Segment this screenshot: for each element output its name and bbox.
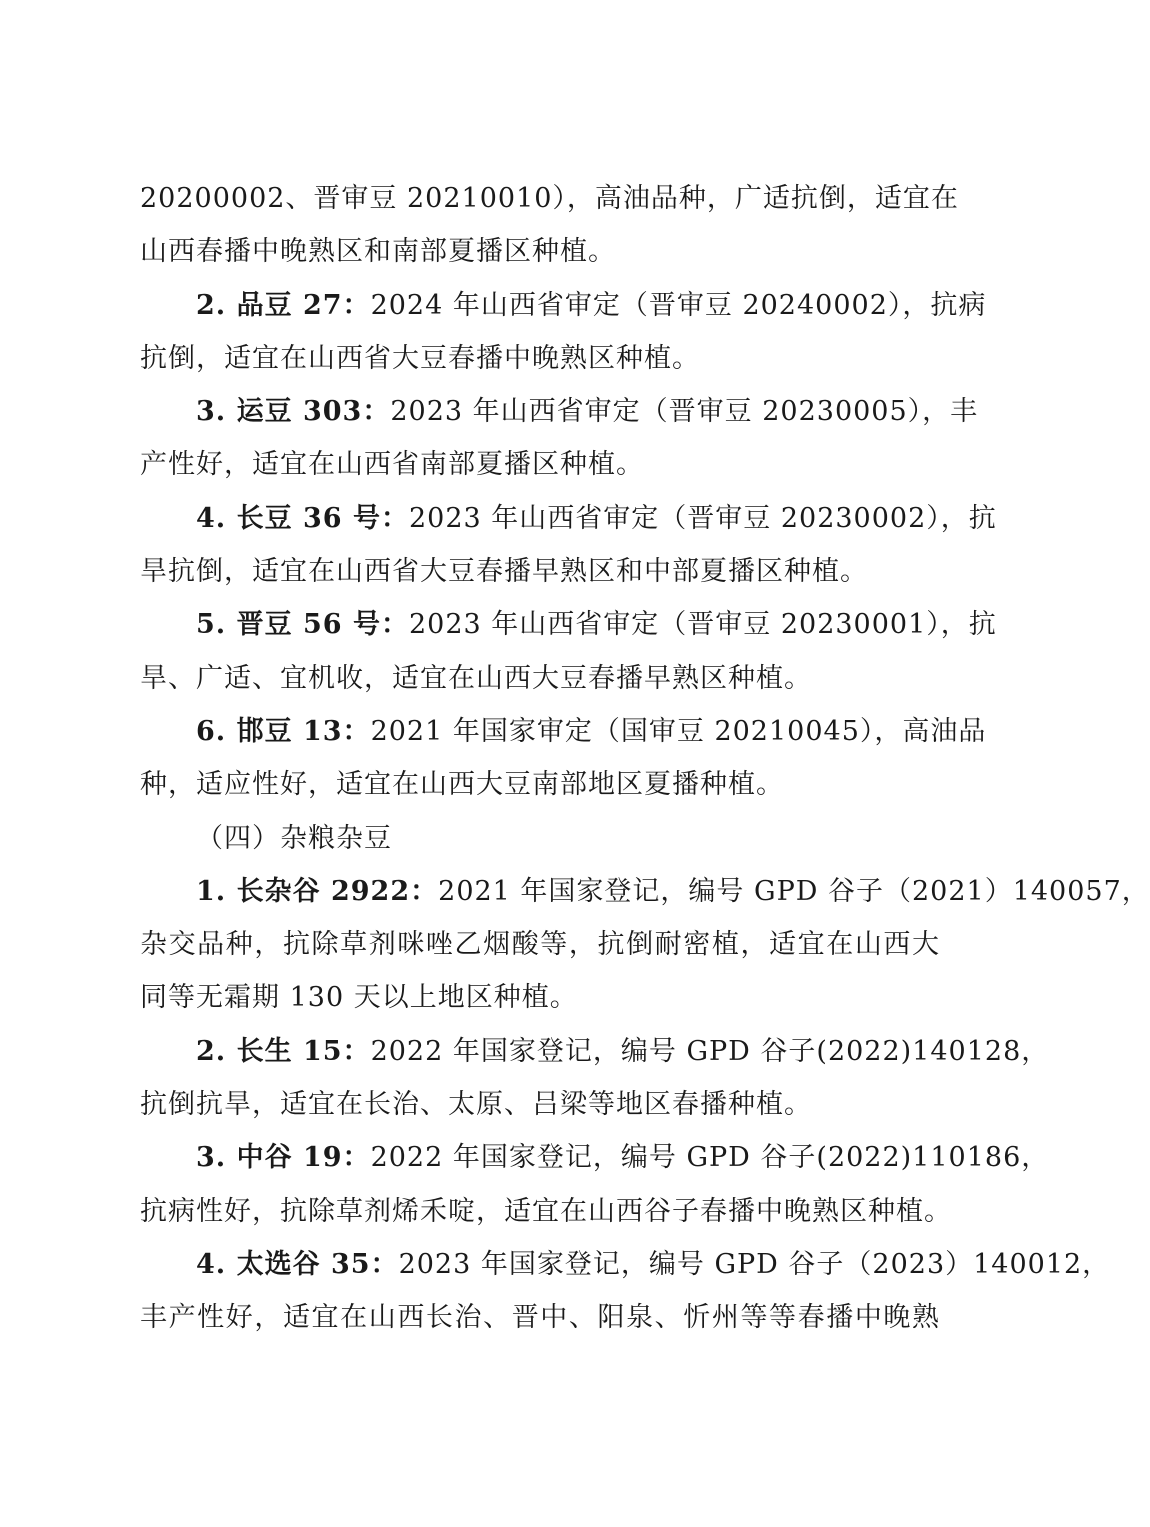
line-text: 2023 年山西省审定（晋审豆 20230005），丰 <box>390 396 979 428</box>
item-heading: 5. 晋豆 56 号： <box>196 609 409 641</box>
line-text: 2021 年国家审定（国审豆 20210045），高油品 <box>370 715 987 747</box>
line-text: 杂交品种，抗除草剂咪唑乙烟酸等，抗倒耐密植，适宜在山西大 <box>140 929 940 961</box>
text-line <box>140 225 940 278</box>
item-heading: 3. 中谷 19： <box>196 1142 371 1174</box>
text-line <box>140 1078 940 1131</box>
text-line <box>140 1291 940 1344</box>
item-heading: 4. 长豆 36 号： <box>196 502 409 534</box>
text-line <box>140 758 940 811</box>
text-line <box>140 1131 1050 1184</box>
line-text: 旱、广适、宜机收，适宜在山西大豆春播早熟区种植。 <box>140 662 812 694</box>
item-heading: 6. 邯豆 13： <box>196 715 371 747</box>
text-line <box>140 1025 1050 1078</box>
line-text: 2022 年国家登记，编号 GPD 谷子(2022)140128， <box>370 1035 1050 1067</box>
text-line <box>140 598 997 651</box>
line-text: 同等无霜期 130 天以上地区种植。 <box>140 982 578 1014</box>
line-text: 2022 年国家登记，编号 GPD 谷子(2022)110186， <box>370 1142 1050 1174</box>
text-line <box>140 545 940 598</box>
line-text: 山西春播中晚熟区和南部夏播区种植。 <box>140 236 616 268</box>
line-text: 种，适应性好，适宜在山西大豆南部地区夏播种植。 <box>140 769 784 801</box>
text-line <box>140 492 997 545</box>
line-text: 抗病性好，抗除草剂烯禾啶，适宜在山西谷子春播中晚熟区种植。 <box>140 1195 952 1227</box>
line-text: 抗倒，适宜在山西省大豆春播中晚熟区种植。 <box>140 342 700 374</box>
text-line <box>140 705 987 758</box>
text-line <box>140 1238 1111 1291</box>
text-line <box>140 652 940 705</box>
line-text: 2023 年山西省审定（晋审豆 20230002），抗 <box>408 502 997 534</box>
line-text: 旱抗倒，适宜在山西省大豆春播早熟区和中部夏播区种植。 <box>140 556 868 588</box>
item-heading: 3. 运豆 303： <box>196 396 391 428</box>
text-line <box>140 1185 952 1238</box>
line-text: 2023 年国家登记，编号 GPD 谷子（2023）140012， <box>398 1248 1111 1280</box>
text-line <box>140 279 987 332</box>
line-text: 抗倒抗旱，适宜在长治、太原、吕梁等地区春播种植。 <box>140 1089 812 1121</box>
line-text: 2021 年国家登记，编号 GPD 谷子（2021）140057， <box>438 875 1150 907</box>
line-text: 2023 年山西省审定（晋审豆 20230001），抗 <box>408 609 997 641</box>
item-heading: 2. 长生 15： <box>196 1035 371 1067</box>
document-body <box>140 172 1150 1345</box>
text-line <box>140 865 1150 918</box>
item-heading: 1. 长杂谷 2922： <box>196 875 439 907</box>
line-text: （四）杂粮杂豆 <box>196 822 392 854</box>
text-line <box>140 918 940 971</box>
line-text: 丰产性好，适宜在山西长治、晋中、阳泉、忻州等等春播中晚熟 <box>140 1302 940 1334</box>
text-line <box>140 332 940 385</box>
text-line <box>140 971 940 1024</box>
text-line <box>140 812 940 865</box>
line-text: 20200002、晋审豆 20210010），高油品种，广适抗倒，适宜在 <box>140 183 959 214</box>
line-text: 2024 年山西省审定（晋审豆 20240002），抗病 <box>370 289 987 321</box>
text-line <box>140 385 979 438</box>
line-text: 产性好，适宜在山西省南部夏播区种植。 <box>140 449 644 481</box>
text-line <box>140 438 940 491</box>
item-heading: 4. 太选谷 35： <box>196 1248 399 1280</box>
text-line <box>140 172 959 225</box>
item-heading: 2. 品豆 27： <box>196 289 371 321</box>
